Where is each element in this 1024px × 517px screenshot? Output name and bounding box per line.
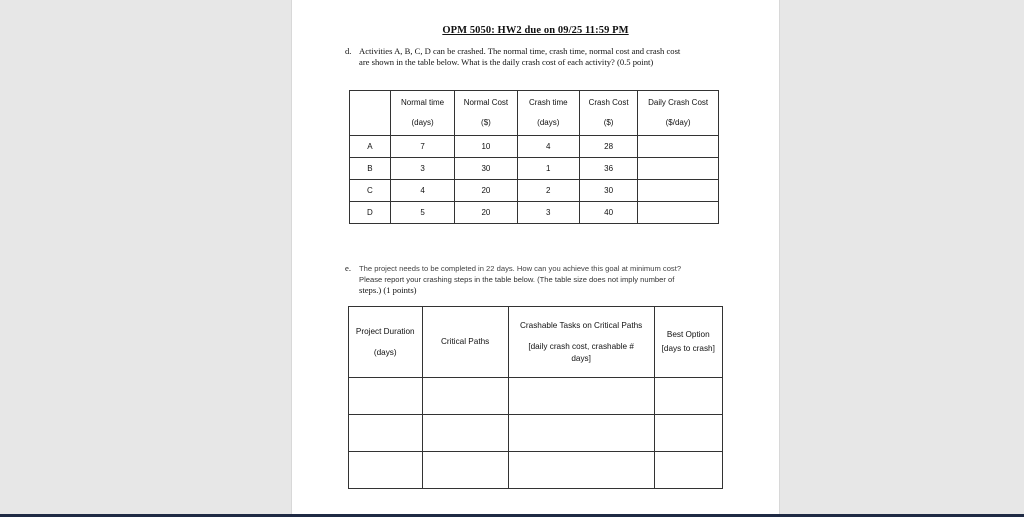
crash-time-cell: 1 xyxy=(517,158,579,180)
table-row xyxy=(350,180,719,202)
header-critical-paths: Critical Paths xyxy=(422,307,508,378)
document-page xyxy=(291,0,780,517)
header-crash-cost: Crash Cost ($) xyxy=(579,91,637,136)
daily-crash-cost-cell[interactable] xyxy=(638,158,719,180)
table-row xyxy=(349,378,723,415)
question-e-line-2: Please report your crashing steps in the table below. (The table size does not imply number of xyxy=(359,275,675,284)
header-crash-time: Crash time (days) xyxy=(517,91,579,136)
table-row xyxy=(350,158,719,180)
normal-cost-cell: 20 xyxy=(455,202,517,224)
table-row xyxy=(350,202,719,224)
normal-cost-cell: 10 xyxy=(455,136,517,158)
question-d-label: d. xyxy=(345,46,352,56)
header-crashable-tasks: Crashable Tasks on Critical Paths [daily crash cost, crashable # days] xyxy=(508,307,654,378)
crash-cost-cell: 40 xyxy=(579,202,637,224)
header-normal-time: Normal time (days) xyxy=(390,91,454,136)
normal-time-cell: 7 xyxy=(390,136,454,158)
project-duration-cell[interactable] xyxy=(349,415,423,452)
crash-cost-cell: 36 xyxy=(579,158,637,180)
crashable-tasks-cell[interactable] xyxy=(508,415,654,452)
daily-crash-cost-cell[interactable] xyxy=(638,180,719,202)
crash-cost-cell: 30 xyxy=(579,180,637,202)
critical-paths-cell[interactable] xyxy=(422,452,508,489)
table-row xyxy=(350,136,719,158)
daily-crash-cost-cell[interactable] xyxy=(638,202,719,224)
question-e-label: e. xyxy=(345,263,351,273)
project-duration-cell[interactable] xyxy=(349,378,423,415)
crash-cost-table xyxy=(349,90,719,224)
question-e-line-1: The project needs to be completed in 22 days. How can you achieve this goal at minimum cost? xyxy=(359,264,682,273)
crash-cost-cell: 28 xyxy=(579,136,637,158)
normal-cost-cell: 20 xyxy=(455,180,517,202)
normal-cost-cell: 30 xyxy=(455,158,517,180)
best-option-cell[interactable] xyxy=(654,378,723,415)
header-normal-cost: Normal Cost ($) xyxy=(455,91,517,136)
steps-table-header-row xyxy=(349,307,723,378)
crash-time-cell: 3 xyxy=(517,202,579,224)
critical-paths-cell[interactable] xyxy=(422,378,508,415)
crash-table-header-row xyxy=(350,91,719,136)
question-e-line-3: steps.) (1 points) xyxy=(359,285,417,295)
crash-time-cell: 2 xyxy=(517,180,579,202)
best-option-cell[interactable] xyxy=(654,415,723,452)
crashing-steps-table xyxy=(348,306,723,489)
critical-paths-cell[interactable] xyxy=(422,415,508,452)
normal-time-cell: 3 xyxy=(390,158,454,180)
best-option-cell[interactable] xyxy=(654,452,723,489)
activity-cell: C xyxy=(350,180,391,202)
normal-time-cell: 5 xyxy=(390,202,454,224)
header-daily-crash-cost: Daily Crash Cost ($/day) xyxy=(638,91,719,136)
question-d-line-1: Activities A, B, C, D can be crashed. The normal time, crash time, normal cost and crash cost xyxy=(359,46,681,56)
activity-cell: A xyxy=(350,136,391,158)
activity-cell: B xyxy=(350,158,391,180)
question-d-line-2: are shown in the table below. What is the daily crash cost of each activity? (0.5 point) xyxy=(359,57,654,67)
header-activity xyxy=(350,91,391,136)
table-row xyxy=(349,452,723,489)
activity-cell: D xyxy=(350,202,391,224)
header-project-duration: Project Duration (days) xyxy=(349,307,423,378)
table-row xyxy=(349,415,723,452)
daily-crash-cost-cell[interactable] xyxy=(638,136,719,158)
crash-time-cell: 4 xyxy=(517,136,579,158)
header-best-option: Best Option [days to crash] xyxy=(654,307,723,378)
project-duration-cell[interactable] xyxy=(349,452,423,489)
crashable-tasks-cell[interactable] xyxy=(508,378,654,415)
page-title: OPM 5050: HW2 due on 09/25 11:59 PM xyxy=(442,25,629,36)
normal-time-cell: 4 xyxy=(390,180,454,202)
crashable-tasks-cell[interactable] xyxy=(508,452,654,489)
